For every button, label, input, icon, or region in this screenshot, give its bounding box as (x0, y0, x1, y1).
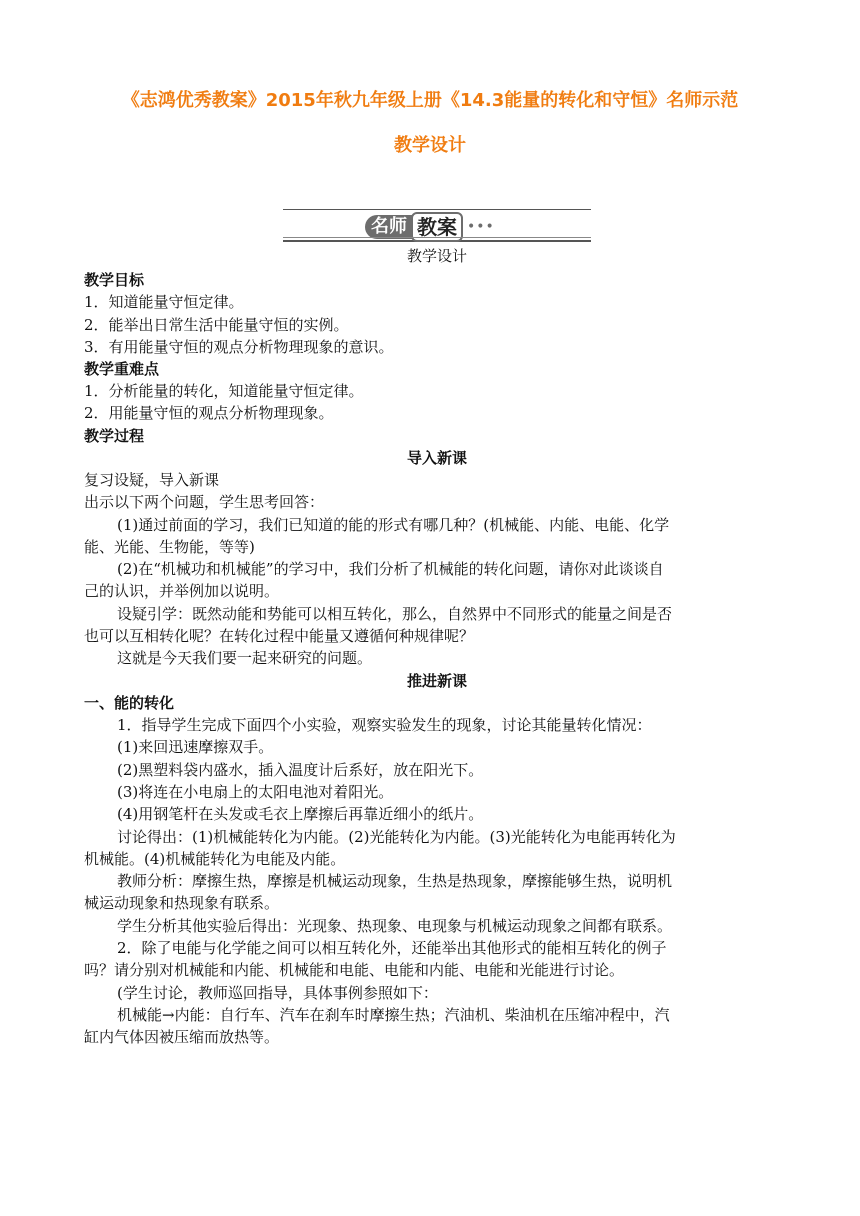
paragraph-line: (2)在“机械功和机械能”的学习中，我们分析了机械能的转化问题，请你对此谈谈自 (117, 560, 664, 578)
section-subtitle: 教学设计 (406, 247, 467, 265)
heading-key-points: 教学重难点 (84, 360, 160, 378)
subheading-new-lesson: 推进新课 (406, 672, 467, 690)
experiment-1: (1)来回迅速摩擦双手。 (117, 738, 274, 756)
section-banner (283, 209, 591, 242)
banner-logo (365, 214, 495, 240)
paragraph-line: 械运动现象和热现象有联系。 (84, 894, 280, 912)
key-point-1: 1．分析能量的转化，知道能量守恒定律。 (84, 382, 364, 400)
objective-2: 2．能举出日常生活中能量守恒的实例。 (84, 316, 349, 334)
experiment-3: (3)将连在小电扇上的太阳电池对着阳光。 (117, 783, 394, 801)
paragraph-line: 吗？请分别对机械能和内能、机械能和电能、电能和内能、电能和光能进行讨论。 (84, 961, 625, 979)
experiment-4: (4)用钢笔杆在头发或毛衣上摩擦后再靠近细小的纸片。 (117, 805, 484, 823)
document-title-line-1: 《志鸿优秀教案》2015年秋九年级上册《14.3能量的转化和守恒》名师示范 (121, 90, 739, 111)
paragraph-line: 能、光能、生物能，等等) (84, 538, 255, 556)
paragraph-line: 学生分析其他实验后得出：光现象、热现象、电现象与机械运动现象之间都有联系。 (117, 917, 673, 935)
subheading-intro: 导入新课 (406, 449, 467, 467)
banner-dots: ••• (467, 219, 495, 235)
paragraph-line: 机械能。(4)机械能转化为电能及内能。 (84, 850, 346, 868)
paragraph-line: 教师分析：摩擦生热，摩擦是机械运动现象，生热是热现象，摩擦能够生热，说明机 (117, 872, 673, 890)
document-title-line-2: 教学设计 (394, 135, 466, 156)
paragraph-line: 复习设疑，导入新课 (84, 471, 220, 489)
paragraph-line: 己的认识，并举例加以说明。 (84, 582, 280, 600)
paragraph-line: 也可以互相转化呢？在转化过程中能量又遵循何种规律呢？ (84, 627, 475, 645)
section-heading-energy-conversion: 一、能的转化 (84, 694, 175, 712)
banner-label-2: 教案 (411, 212, 463, 242)
paragraph-line: 出示以下两个问题，学生思考回答： (84, 493, 325, 511)
heading-process: 教学过程 (84, 427, 145, 445)
paragraph-line: 机械能→内能：自行车、汽车在刹车时摩擦生热；汽油机、柴油机在压缩冲程中，汽 (117, 1006, 670, 1024)
paragraph-line: 缸内气体因被压缩而放热等。 (84, 1028, 280, 1046)
paragraph-line: (1)通过前面的学习，我们已知道的能的形式有哪几种？(机械能、内能、电能、化学 (117, 516, 670, 534)
paragraph-line: 这就是今天我们要一起来研究的问题。 (117, 649, 373, 667)
paragraph-line: 讨论得出：(1)机械能转化为内能。(2)光能转化为内能。(3)光能转化为电能再转化为 (117, 828, 676, 846)
objective-1: 1．知道能量守恒定律。 (84, 293, 244, 311)
key-point-2: 2．用能量守恒的观点分析物理现象。 (84, 404, 334, 422)
paragraph-line: 2．除了电能与化学能之间可以相互转化外，还能举出其他形式的能相互转化的例子 (117, 939, 667, 957)
experiment-2: (2)黑塑料袋内盛水，插入温度计后系好，放在阳光下。 (117, 761, 484, 779)
paragraph-line: (学生讨论，教师巡回指导，具体事例参照如下： (117, 984, 438, 1002)
paragraph-line: 设疑引学：既然动能和势能可以相互转化，那么，自然界中不同形式的能量之间是否 (117, 605, 673, 623)
heading-objectives: 教学目标 (84, 271, 145, 289)
banner-label-1: 名师 (365, 215, 413, 239)
paragraph-line: 1．指导学生完成下面四个小实验，观察实验发生的现象，讨论其能量转化情况： (117, 716, 652, 734)
objective-3: 3．有用能量守恒的观点分析物理现象的意识。 (84, 338, 394, 356)
